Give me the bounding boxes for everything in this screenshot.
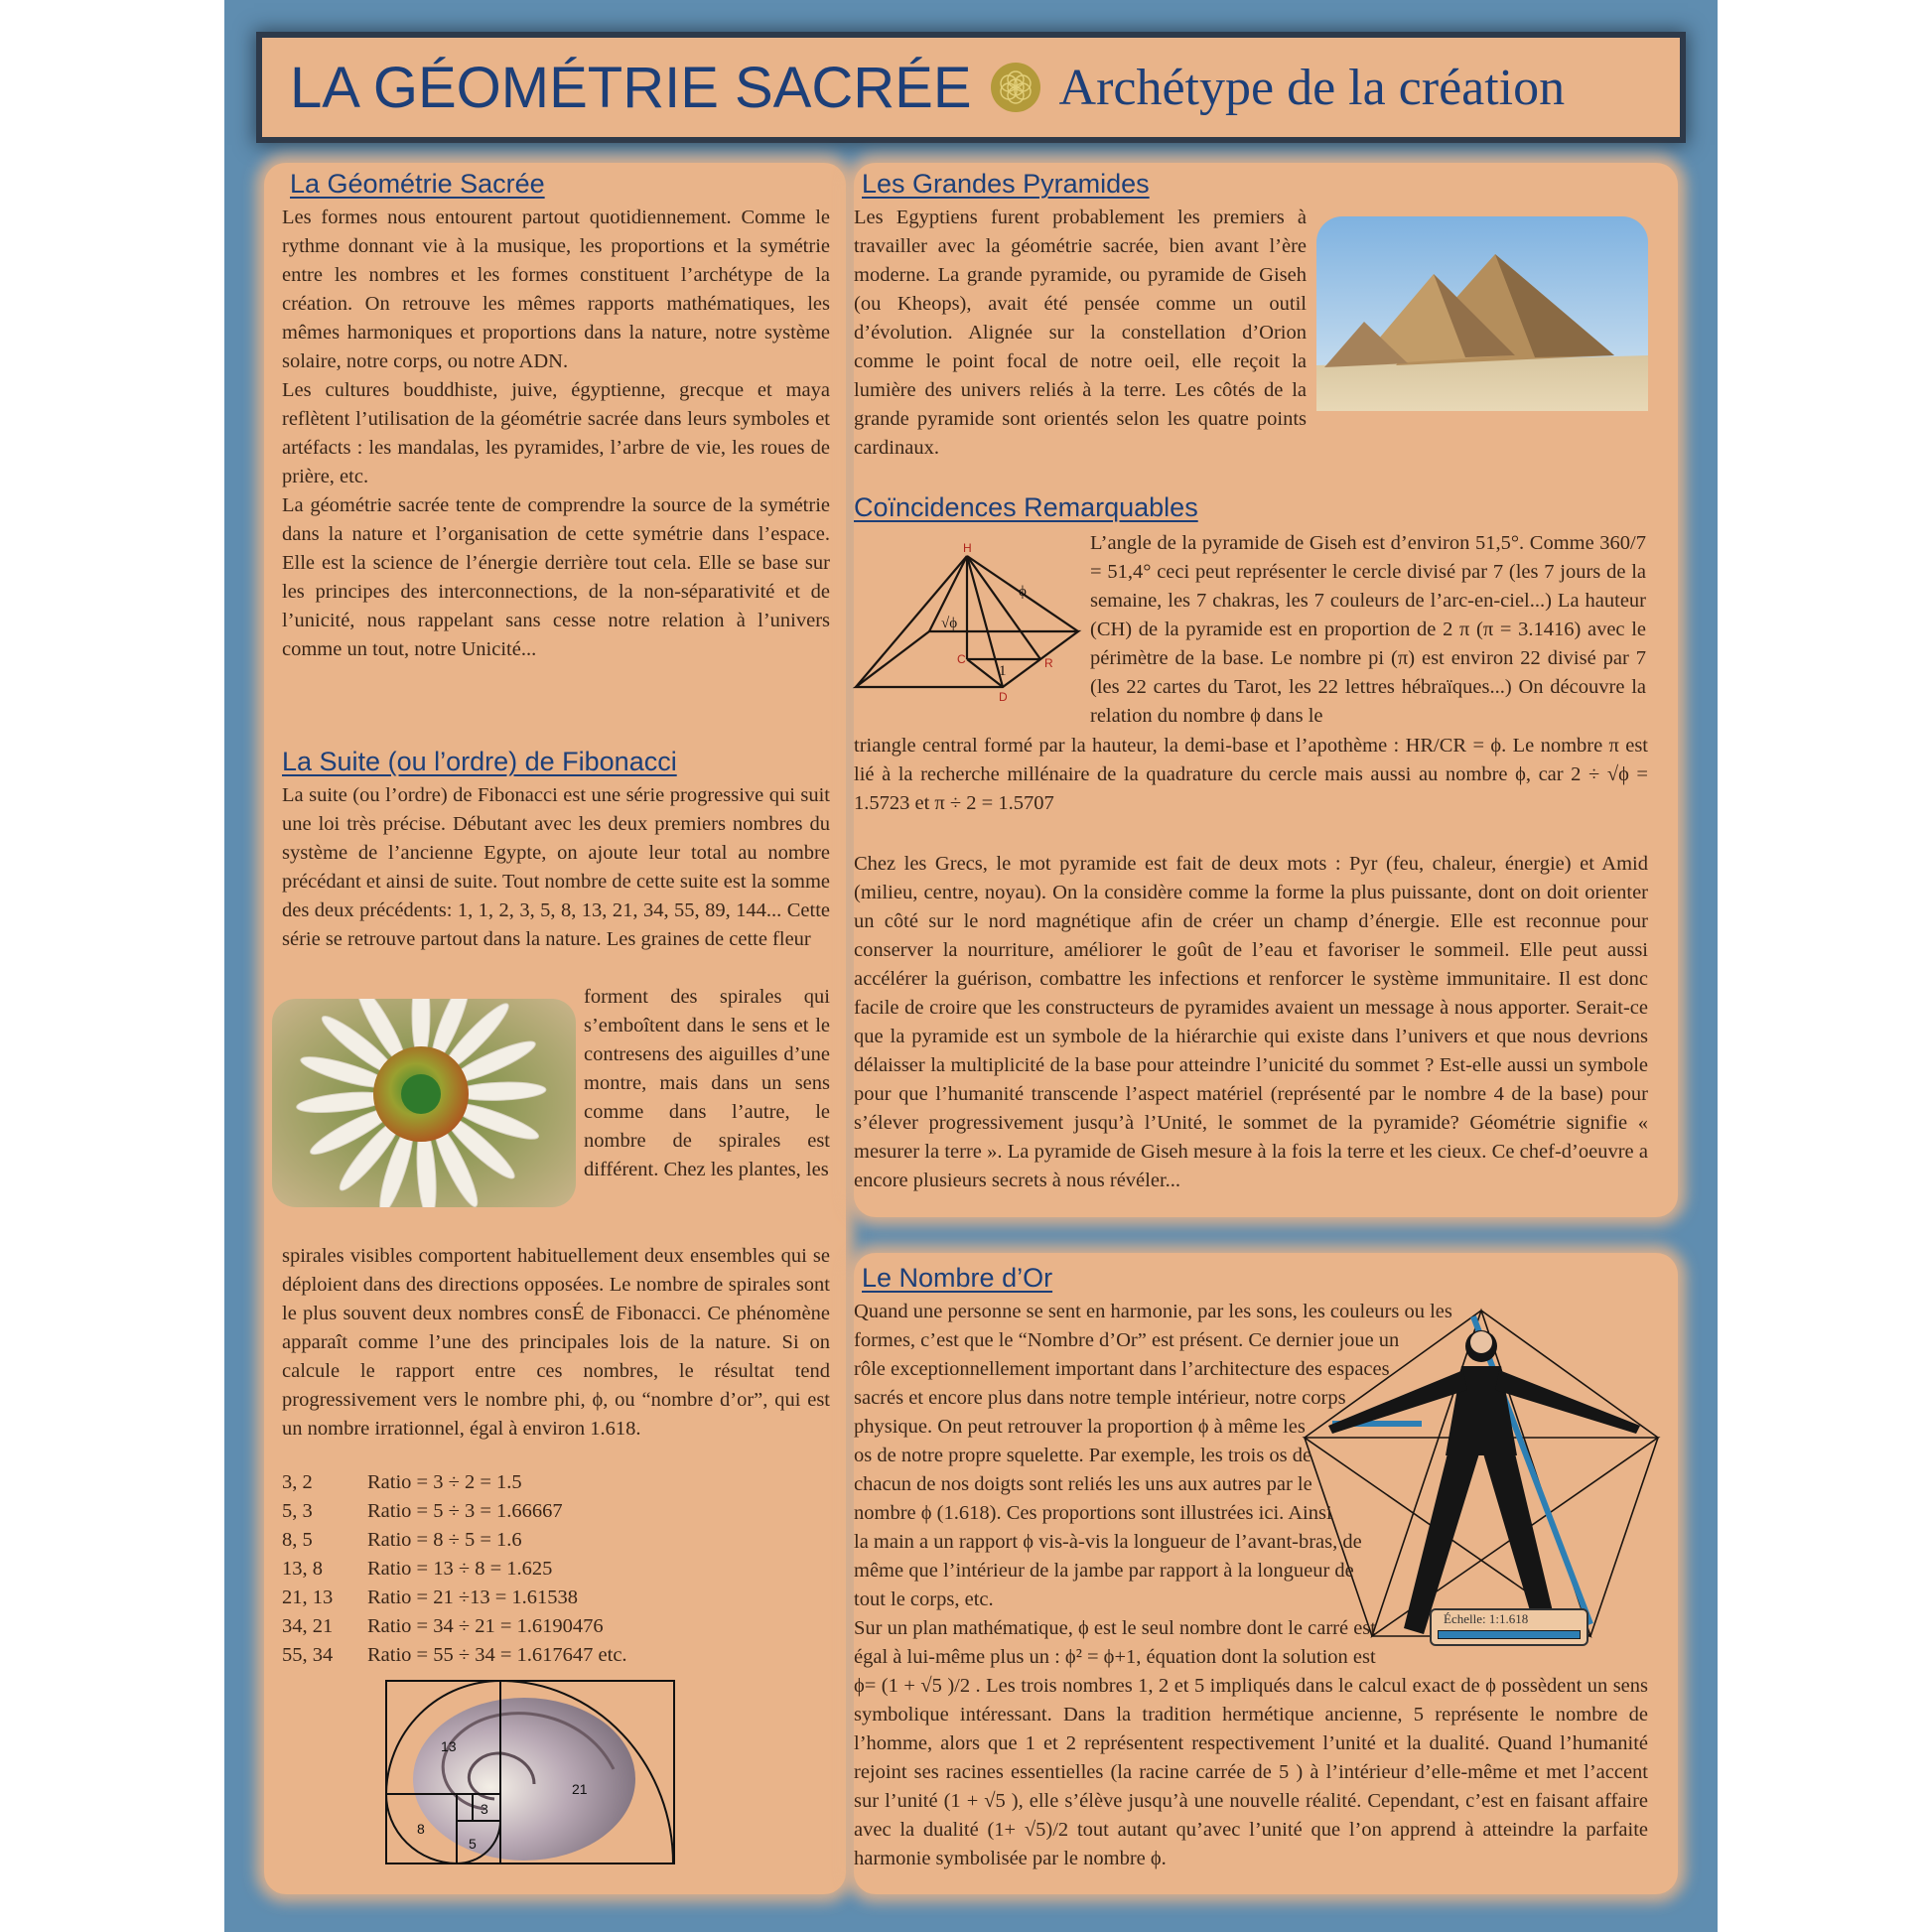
echinacea-flower-image <box>272 999 576 1207</box>
intro-section <box>282 204 830 664</box>
nombre-or-lines <box>854 1298 1452 1672</box>
intro-paragraph-1: Les formes nous entourent partout quotidiennement. Comme le rythme donnant vie à la musique, les proportions et la symétrie entre les nombres et les formes constituent l’archétype de la création. On retrouve les mêmes rapports mathématiques, les mêmes harmoniques et proportions dans la nature, notre système solaire, notre corps, ou notre ADN. <box>282 207 830 372</box>
ratio-row: 55, 34 Ratio = 55 ÷ 34 = 1.617647 etc. <box>282 1644 627 1666</box>
fibonacci-paragraph-3: spirales visibles comportent habituellement deux ensembles qui se déploient dans des directions opposées. Le nombre de spirales sont le plus souvent deux nombres consÉ de Fibonacci. Ce phénomène apparaît comme l’une des principales lois de la nature. Si on calcule le rapport entre ces nombres, le résultat tend progressivement vers le nombre phi, ϕ, ou “nombre d’or”, qui est un nombre irrationnel, égal à environ 1.618. <box>282 1245 830 1440</box>
nombre-or-line: os de notre propre squelette. Par exemple, les trois os de <box>854 1445 1312 1466</box>
scale-label: Échelle: 1:1.618 <box>1444 1611 1529 1626</box>
nombre-or-line: formes, c’est que le “Nombre d’Or” est présent. Ce dernier joue un <box>854 1329 1400 1351</box>
nombre-or-line: rôle exceptionnellement important dans l’architecture des espaces <box>854 1358 1390 1380</box>
pyramides-paragraph: Les Egyptiens furent probablement les premiers à travailler avec la géométrie sacrée, bien avant l’ère moderne. La grande pyramide, ou pyramide de Giseh (ou Kheops), avait été pensée comme un outil d’évolution. Alignée sur la constellation d’Orion comme le point focal de notre oeil, elle reçoit la lumière des univers reliés à la terre. Les côtés de la grande pyramide sont orientés selon les quatre points cardinaux. <box>854 207 1307 459</box>
shell-label: 13 <box>441 1738 457 1754</box>
coincidences-paragraph-3: Chez les Grecs, le mot pyramide est fait de deux mots : Pyr (feu, chaleur, énergie) et Amid (milieu, centre, noyau). On la considère comme la forme la plus puissante, dont on doit orienter un côté sur le nord magnétique afin de créer un champ d’énergie. Elle est reconnue pour conserver la nourriture, améliorer le goût de l’eau et favoriser le sommeil. Elle peut aussi accélérer la guérison, combattre les infections et renforcer le système immunitaire. Il est donc facile de croire que les constructeurs de pyramides avaient un message à nous apporter. Serait-ce que la pyramide est un symbole de la hiérarchie qui existe dans l’univers et que nous devrions délaisser la multiplicité de la base pour atteindre l’unicité du sommet ? Est-elle aussi un symbole pour que l’humanité transcende l’aspect matériel (représenté par le nombre 4 de la base) pour s’élever progressivement jusqu’à l’Unité, le sommet de la pyramide? Géométrie signifie « mesurer la terre ». La pyramide de Giseh mesure à la fois la terre et les cieux. Ce chef-d’oeuvre a encore plusieurs secrets à nous révéler... <box>854 853 1648 1191</box>
diagram-label-d: D <box>999 690 1008 704</box>
shell-label: 3 <box>481 1801 488 1817</box>
page-subtitle: Archétype de la création <box>1058 59 1566 116</box>
diagram-label-sqrtphi: √ϕ <box>941 616 958 631</box>
flower-of-life-icon <box>990 62 1041 113</box>
nombre-or-line: même que l’intérieur de la jambe par rapport à la longueur de <box>854 1560 1354 1582</box>
diagram-label-r: R <box>1044 656 1053 670</box>
shell-label: 8 <box>417 1821 425 1837</box>
fibonacci-paragraph-2: forment des spirales qui s’emboîtent dans le sens et le contresens des aiguilles d’une montre, mais dans un sens comme dans l’autre, le nombre de spirales est différent. Chez les plantes, les <box>584 986 830 1180</box>
page-title: LA GÉOMÉTRIE SACRÉE <box>290 55 972 120</box>
scale-bar <box>1438 1630 1581 1639</box>
diagram-label-h: H <box>963 541 972 555</box>
nombre-or-line: Sur un plan mathématique, ϕ est le seul nombre dont le carré est <box>854 1617 1376 1639</box>
shell-label: 21 <box>572 1781 588 1797</box>
ratio-table <box>282 1468 830 1670</box>
intro-paragraph-3: La géométrie sacrée tente de comprendre la source de la symétrie dans la nature et l’organisation de cette symétrie dans l’espace. Elle est la science de l’énergie derrière tout cela. Elle se base sur les principes des interconnections, de la non-séparativité et de l’unicité, nous rappelant sans cesse notre relation à l’univers comme un tout, notre Unicité... <box>282 494 830 660</box>
diagram-label-one: 1 <box>999 663 1007 679</box>
nombre-or-line: Quand une personne se sent en harmonie, par les sons, les couleurs ou les <box>854 1301 1452 1322</box>
ratio-row: 13, 8 Ratio = 13 ÷ 8 = 1.625 <box>282 1558 553 1580</box>
nombre-or-line: sacrés et encore plus dans notre temple intérieur, notre corps <box>854 1387 1346 1409</box>
scale-box <box>1430 1608 1588 1646</box>
poster-sheet <box>224 0 1718 1932</box>
heading-fibonacci: La Suite (ou l’ordre) de Fibonacci <box>282 747 677 776</box>
heading-nombre-or: Le Nombre d’Or <box>862 1263 1053 1293</box>
title-banner <box>262 38 1680 137</box>
coincidences-paragraph-2: triangle central formé par la hauteur, la demi-base et l’apothème : HR/CR = ϕ. Le nombre π est lié à la recherche millénaire de la quadrature du cercle mais aussi au nombre ϕ, car 2 ÷ √ϕ = 1.5723 et π ÷ 2 = 1.5707 <box>854 735 1648 814</box>
nombre-or-line: la main a un rapport ϕ vis-à-vis la longueur de l’avant-bras, de <box>854 1531 1362 1553</box>
fibonacci-paragraph-1: La suite (ou l’ordre) de Fibonacci est une série progressive qui suit une loi très précise. Débutant avec les deux premiers nombres du système de l’ancienne Egypte, on ajoute leur total au nombre précédant et ainsi de suite. Tout nombre de cette suite est la somme des deux précédents: 1, 1, 2, 3, 5, 8, 13, 21, 34, 55, 89, 144... Cette série se retrouve partout dans la nature. Les graines de cette fleur <box>282 784 830 950</box>
nombre-or-line: chacun de nos doigts sont reliés les uns aux autres par le <box>854 1473 1312 1495</box>
ratio-row: 34, 21 Ratio = 34 ÷ 21 = 1.6190476 <box>282 1615 604 1637</box>
intro-paragraph-2: Les cultures bouddhiste, juive, égyptienne, grecque et maya reflètent l’utilisation de la géométrie sacrée dans leurs symboles et artéfacts : les mandalas, les pyramides, l’arbre de vie, les roues de prière, etc. <box>282 379 830 487</box>
ratio-row: 21, 13 Ratio = 21 ÷13 = 1.61538 <box>282 1587 579 1608</box>
ratio-row: 8, 5 Ratio = 8 ÷ 5 = 1.6 <box>282 1529 522 1551</box>
heading-grandes-pyramides: Les Grandes Pyramides <box>862 169 1150 199</box>
diagram-label-phi: ϕ <box>1019 584 1027 600</box>
heading-coincidences: Coïncidences Remarquables <box>854 492 1198 522</box>
ratio-row: 5, 3 Ratio = 5 ÷ 3 = 1.66667 <box>282 1500 563 1522</box>
nautilus-golden-spiral-image <box>385 1680 675 1864</box>
nombre-or-line: égal à lui-même plus un : ϕ² = ϕ+1, équation dont la solution est <box>854 1646 1376 1668</box>
shell-label: 5 <box>469 1836 477 1852</box>
nombre-or-line: physique. On peut retrouver la proportion ϕ à même les <box>854 1416 1306 1438</box>
diagram-label-c: C <box>957 652 966 666</box>
nombre-or-line: tout le corps, etc. <box>854 1588 994 1610</box>
nombre-or-line: nombre ϕ (1.618). Ces proportions sont illustrées ici. Ainsi <box>854 1502 1332 1524</box>
ratio-row: 3, 2 Ratio = 3 ÷ 2 = 1.5 <box>282 1471 522 1493</box>
nombre-or-paragraph-end: ϕ= (1 + √5 )/2 . Les trois nombres 1, 2 et 5 impliqués dans le calcul exact de ϕ possèdent un sens symbolique intéressant. Dans la tradition hermétique ancienne, 5 représente le nombre de l’homme, alors que 1 et 2 représentent respectivement l’unité et la dualité. Quand l’humanité rejoint ses racines essentielles (la racine carrée de 5 ) à l’intérieur d’elle-même et met l’accent sur l’unité (1 + √5 ), elle s’élève jusqu’à une nouvelle réalité. Cependant, c’est en faisant affaire avec la dualité (1+ √5)/2 tout autant qu’avec l’unité que l’on apprend à atteindre la parfaite harmonie symbolisée par le nombre ϕ. <box>854 1675 1648 1869</box>
coincidences-paragraph-1: L’angle de la pyramide de Giseh est d’environ 51,5°. Comme 360/7 = 51,4° ceci peut représenter le cercle divisé par 7 (les 7 jours de la semaine, les 7 chakras, les 7 couleurs de l’arc-en-ciel...) La hauteur (CH) de la pyramide est en proportion de 2 π (π = 3.1416) avec le périmètre de la base. Le nombre pi (π) est environ 22 divisé par 7 (les 22 cartes du Tarot, les 22 lettres hébraïques...) On découvre la relation du nombre ϕ dans le <box>1090 532 1646 727</box>
heading-geometrie-sacree: La Géométrie Sacrée <box>290 169 545 199</box>
pyramid-geometry-diagram <box>850 536 1084 707</box>
giza-pyramids-image <box>1316 216 1648 411</box>
